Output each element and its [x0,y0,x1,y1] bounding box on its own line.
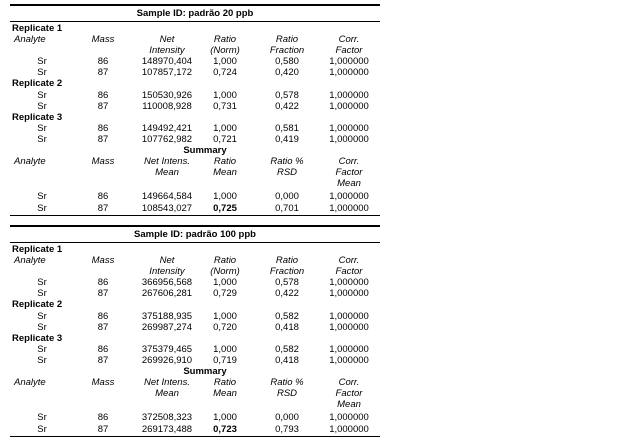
summary-header-2: Mean Mean RSD Factor [155,167,363,179]
summary-header: Analyte Mass Net Intens. Ratio Ratio % Corr. [14,156,360,168]
title-rule [10,242,380,243]
table-row: Sr 86 375379,465 1,000 0,582 1,000000 [37,343,369,355]
table-row: Sr 87 107762,982 0,721 0,419 1,000000 [37,133,369,145]
table-row: Sr 86 149664,584 1,000 0,000 1,000000 [37,191,369,203]
table-row: Sr 86 375188,935 1,000 0,582 1,000000 [37,310,369,322]
bottom-rule [10,436,380,437]
table-row: Sr 87 269926,910 0,719 0,418 1,000000 [37,354,369,366]
table-row: Sr 87 269987,274 0,720 0,418 1,000000 [37,321,369,333]
table-row: Sr 87 107857,172 0,724 0,420 1,000000 [37,67,369,79]
sample-block-100ppb [10,225,380,438]
summary-header-3: Mean [337,399,361,411]
table-row: Sr 87 269173,488 0,723 0,793 1,000000 [37,423,369,435]
table-row: Sr 86 149492,421 1,000 0,581 1,000000 [37,122,369,134]
table-row: Sr 87 108543,027 0,725 0,701 1,000000 [37,202,369,214]
replicate-heading: Replicate 2 [12,299,63,311]
title-rule [10,21,380,22]
summary-header-2: Mean Mean RSD Factor [155,388,363,400]
summary-heading: Summary [183,145,227,157]
replicate-heading: Replicate 1 [12,244,63,255]
table-row: Sr 86 366956,568 1,000 0,578 1,000000 [37,277,369,289]
bottom-rule [10,215,380,216]
summary-header: Analyte Mass Net Intens. Ratio Ratio % Corr. [14,377,360,389]
table-row: Sr 86 148970,404 1,000 0,580 1,000000 [37,56,369,68]
replicate-heading: Replicate 2 [12,78,63,90]
sample-title: Sample ID: padrão 20 ppb [136,8,254,19]
sample-title: Sample ID: padrão 100 ppb [134,229,256,240]
table-row: Sr 86 372508,323 1,000 0,000 1,000000 [37,412,369,424]
column-header-2: Intensity (Norm) Fraction Factor [149,266,363,278]
replicate-heading: Replicate 1 [12,23,63,34]
sample-block-20ppb [10,4,380,217]
top-rule [10,225,380,227]
table-row: Sr 87 110008,928 0,731 0,422 1,000000 [37,100,369,112]
replicate-heading: Replicate 3 [12,111,63,123]
table-row: Sr 87 267606,281 0,729 0,422 1,000000 [37,288,369,300]
summary-header-3: Mean [337,178,361,190]
column-header-2: Intensity (Norm) Fraction Factor [149,45,363,57]
replicate-heading: Replicate 3 [12,332,63,344]
table-row: Sr 86 150530,926 1,000 0,578 1,000000 [37,89,369,101]
column-header: Analyte Mass Net Ratio Ratio Corr. [14,255,360,267]
summary-heading: Summary [183,366,227,378]
top-rule [10,4,380,6]
column-header: Analyte Mass Net Ratio Ratio Corr. [14,34,360,46]
